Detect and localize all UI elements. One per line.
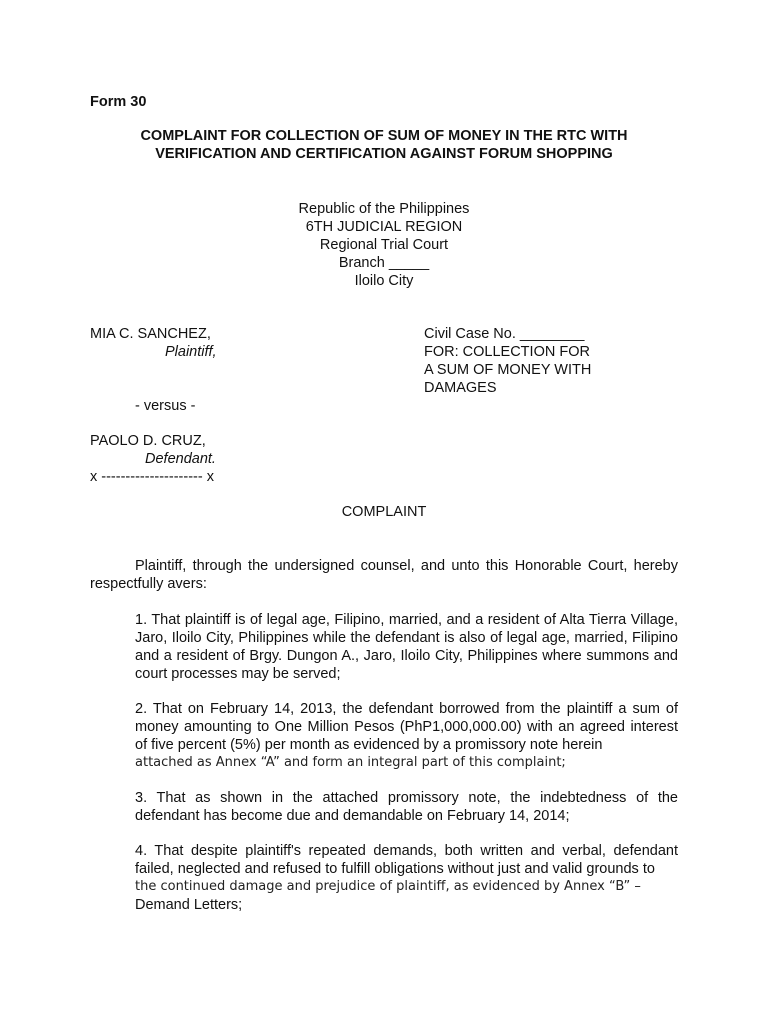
court-header: [0, 200, 768, 290]
defendant-role: Defendant.: [145, 451, 216, 467]
plaintiff-role: Plaintiff,: [165, 344, 217, 360]
case-for-line-3: DAMAGES: [424, 380, 497, 396]
case-for-line-1: FOR: COLLECTION FOR: [424, 344, 590, 360]
paragraph-4-annex: the continued damage and prejudice of plaintiff, as evidenced by Annex “B” –: [135, 879, 641, 894]
plaintiff-name: MIA C. SANCHEZ,: [90, 326, 211, 342]
paragraph-4-text: 4. That despite plaintiff's repeated demands, both written and verbal, defendant failed, neglected and refused to fulfill obligations without just and valid grounds to: [135, 843, 678, 877]
branch-line: Branch _____: [338, 255, 430, 271]
case-number: Civil Case No. ________: [424, 326, 585, 342]
heading-line-1: COMPLAINT FOR COLLECTION OF SUM OF MONEY IN THE RTC WITH: [140, 128, 628, 144]
city-line: Iloilo City: [354, 273, 414, 289]
paragraph-3: 3. That as shown in the attached promissory note, the indebtedness of the defendant has become due and demandable on February 14, 2014;: [135, 790, 678, 824]
document-heading: [0, 127, 768, 163]
paragraph-4: [135, 842, 678, 914]
paragraph-2: [135, 700, 678, 772]
complaint-title: COMPLAINT: [341, 504, 427, 520]
caption-separator: x --------------------- x: [90, 469, 214, 485]
region-line: 6TH JUDICIAL REGION: [305, 219, 463, 235]
heading-line-2: VERIFICATION AND CERTIFICATION AGAINST FORUM SHOPPING: [155, 146, 613, 162]
intro-paragraph: Plaintiff, through the undersigned counsel, and unto this Honorable Court, hereby respectfully avers:: [90, 558, 678, 592]
paragraph-1: 1. That plaintiff is of legal age, Filipino, married, and a resident of Alta Tierra Village, Jaro, Iloilo City, Philippines while the defendant is also of legal age, married, Filipino and a resident of Brgy. Dungon A., Jaro, Iloilo City, Philippines where summons and court processes may be served;: [135, 612, 678, 682]
defendant-name: PAOLO D. CRUZ,: [90, 433, 206, 449]
republic-line: Republic of the Philippines: [298, 201, 470, 217]
paragraph-2-text: 2. That on February 14, 2013, the defendant borrowed from the plaintiff a sum of money amounting to One Million Pesos (PhP1,000,000.00) with an agreed interest of five percent (5%) per month as evidenced by a promissory note herein: [135, 701, 678, 753]
versus-label: - versus -: [135, 398, 196, 414]
case-for-line-2: A SUM OF MONEY WITH: [424, 362, 592, 378]
court-name-line: Regional Trial Court: [319, 237, 449, 253]
paragraph-4-end: Demand Letters;: [135, 897, 243, 913]
paragraph-2-annex: attached as Annex “A” and form an integral part of this complaint;: [135, 755, 566, 770]
form-label: Form 30: [90, 94, 147, 110]
